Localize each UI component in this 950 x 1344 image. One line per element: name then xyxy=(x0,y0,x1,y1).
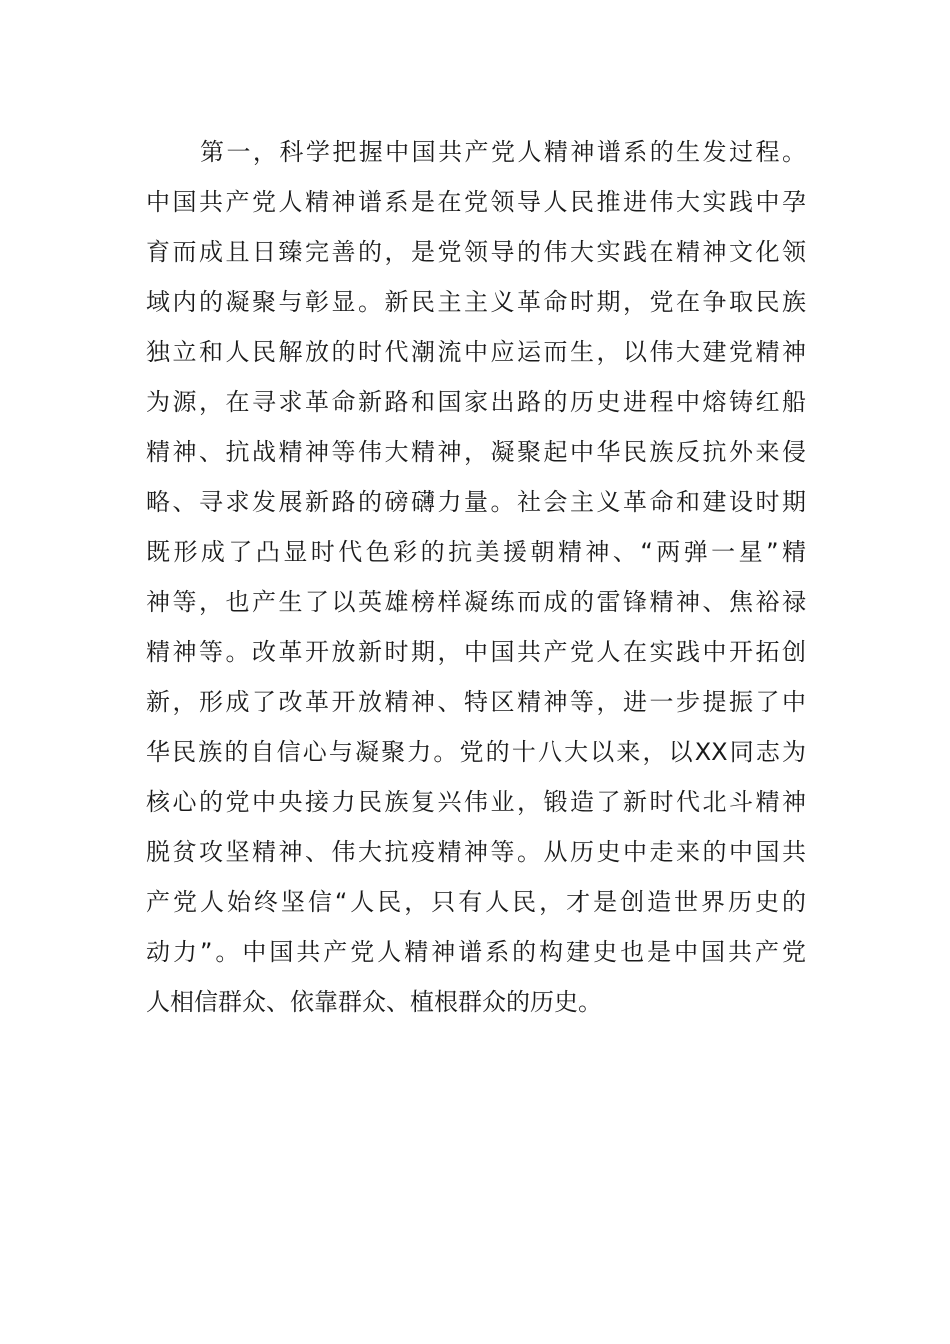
paragraph-line: 略、寻求发展新路的磅礴力量。社会主义革命和建设时期 xyxy=(146,488,806,516)
paragraph-line: 神等，也产生了以英雄榜样凝练而成的雷锋精神、焦裕禄 xyxy=(146,588,806,616)
paragraph-line: 域内的凝聚与彰显。新民主主义革命时期，党在争取民族 xyxy=(146,288,806,316)
paragraph-line: 为源，在寻求革命新路和国家出路的历史进程中熔铸红船 xyxy=(146,388,806,416)
paragraph-line: 既形成了凸显时代色彩的抗美援朝精神、“两弹一星”精 xyxy=(146,538,806,566)
paragraph-line: 中国共产党人精神谱系是在党领导人民推进伟大实践中孕 xyxy=(146,188,806,216)
paragraph-line: 新，形成了改革开放精神、特区精神等，进一步提振了中 xyxy=(146,688,806,716)
paragraph-line: 第一，科学把握中国共产党人精神谱系的生发过程。 xyxy=(200,138,806,166)
paragraph-line: 精神、抗战精神等伟大精神，凝聚起中华民族反抗外来侵 xyxy=(146,438,806,466)
paragraph-line: 动力”。中国共产党人精神谱系的构建史也是中国共产党 xyxy=(146,938,806,966)
paragraph-line: 精神等。改革开放新时期，中国共产党人在实践中开拓创 xyxy=(146,638,806,666)
body-paragraph xyxy=(146,132,806,1032)
paragraph-line: 产党人始终坚信“人民，只有人民，才是创造世界历史的 xyxy=(146,888,806,916)
paragraph-line: 脱贫攻坚精神、伟大抗疫精神等。从历史中走来的中国共 xyxy=(146,838,806,866)
paragraph-line: 华民族的自信心与凝聚力。党的十八大以来，以XX同志为 xyxy=(146,738,806,766)
paragraph-line: 育而成且日臻完善的，是党领导的伟大实践在精神文化领 xyxy=(146,238,806,266)
paragraph-line: 独立和人民解放的时代潮流中应运而生，以伟大建党精神 xyxy=(146,338,806,366)
paragraph-line: 人相信群众、依靠群众、植根群众的历史。 xyxy=(146,988,602,1016)
paragraph-line: 核心的党中央接力民族复兴伟业，锻造了新时代北斗精神 xyxy=(146,788,806,816)
